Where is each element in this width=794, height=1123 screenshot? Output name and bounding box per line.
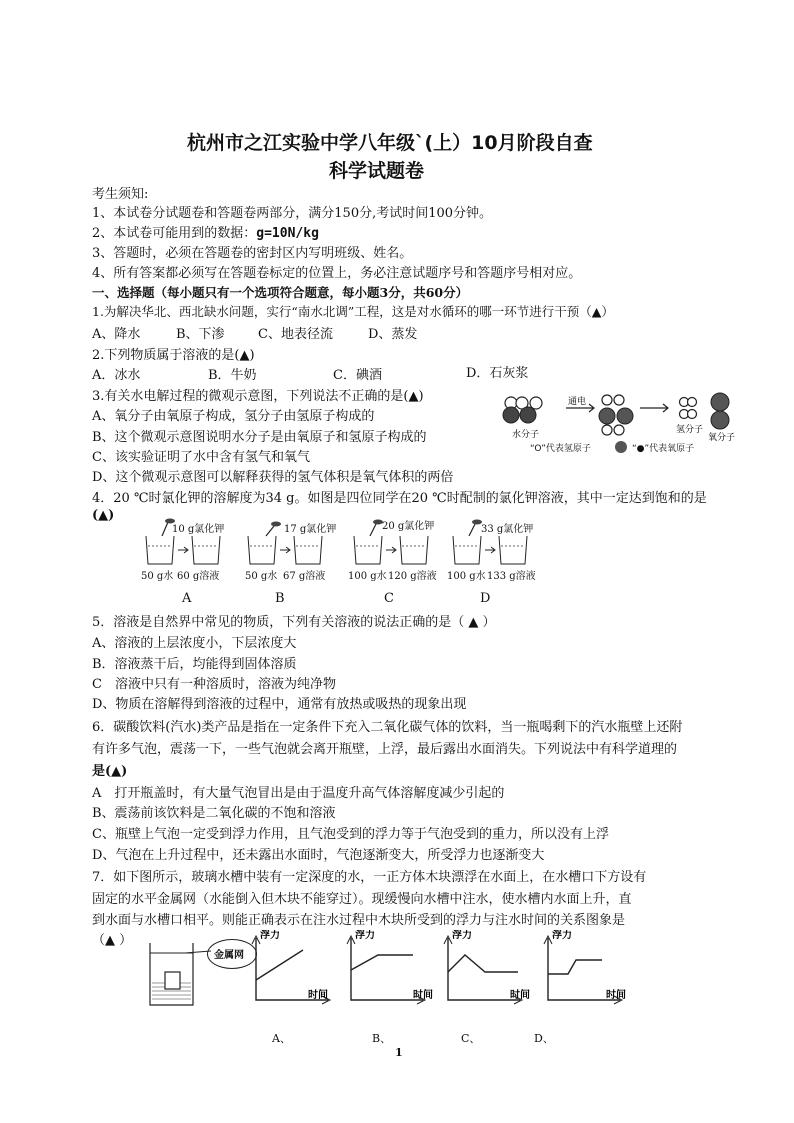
graph-c (444, 930, 530, 1004)
q5-option-a: A、溶液的上层浓度小，下层浓度大 (92, 636, 297, 651)
panel-c-solution: 120 g溶液 (388, 571, 437, 582)
panel-c-added: 20 g氯化钾 (382, 521, 435, 532)
q3-stem: 3.有关水电解过程的微观示意图，下列说法不正确的是(▲) (92, 389, 424, 404)
legend-hydrogen: “O”代表氢原子 (530, 444, 591, 454)
oxygen-molecule-icon (711, 393, 729, 429)
q2-option-a: A．冰水 (92, 368, 141, 383)
graph-a-letter: A、 (272, 1032, 291, 1045)
legend-oxygen: “●”代表氧原子 (632, 444, 695, 454)
q5-stem: 5．溶液是自然界中常见的物质，下列有关溶液的说法正确的是（ ▲ ） (92, 615, 496, 630)
water-molecule-icon (503, 397, 542, 423)
beaker-panel-d (447, 516, 647, 581)
q5-option-c: C 溶液中只有一种溶质时，溶液为纯净物 (92, 677, 336, 692)
graph-d-letter: D、 (534, 1032, 554, 1045)
svg-text:浮力: 浮力 (552, 930, 572, 941)
panel-a-added: 10 g氯化钾 (172, 524, 225, 535)
panel-b-letter: B (275, 591, 285, 606)
q1-option-a: A、降水 (92, 327, 141, 342)
svg-text:时间: 时间 (413, 990, 433, 1001)
panel-a-solution: 60 g溶液 (177, 571, 220, 582)
electrolysis-label: 通电 (568, 397, 587, 407)
q3-option-a: A、氧分子由氧原子构成，氢分子由氢原子构成的 (92, 409, 375, 424)
graph-c-letter: C、 (461, 1032, 481, 1045)
notice-heading: 考生须知: (92, 187, 149, 202)
page-number: 1 (395, 1046, 403, 1059)
arrow-icon (640, 404, 668, 412)
notice-item-2-text: 2、本试卷可能用到的数据： (92, 226, 257, 241)
notice-data-value: g=10N/kg (256, 226, 319, 241)
panel-c-water: 100 g水 (348, 571, 387, 582)
q5-option-d: D、物质在溶解得到溶液的过程中，通常有放热或吸热的现象出现 (92, 697, 467, 712)
water-label: 水分子 (512, 430, 540, 440)
graph-b-letter: B、 (372, 1032, 392, 1045)
q6-option-b: B、震荡前该饮料是二氧化碳的不饱和溶液 (92, 806, 336, 821)
hydrogen-molecules-icon (680, 398, 697, 419)
q5-option-b: B．溶液蒸干后，均能得到固体溶质 (92, 657, 297, 672)
q7-stem-line-1: 7．如下图所示，玻璃水槽中装有一定深度的水，一正方体木块漂浮在水面上，在水槽口下方设有 (92, 870, 647, 885)
mesh-label: 金属网 (214, 950, 244, 961)
panel-d-letter: D (480, 591, 491, 606)
q6-option-d: D、气泡在上升过程中，还未露出水面时，气泡逐渐变大，所受浮力也逐渐变大 (92, 848, 545, 863)
panel-a-water: 50 g水 (141, 571, 174, 582)
notice-item-1: 1、本试卷分试题卷和答题卷两部分，满分150分,考试时间100分钟。 (92, 206, 493, 221)
q7-stem-line-4: （▲ ） (92, 933, 133, 948)
panel-b-water: 50 g水 (245, 571, 278, 582)
buoyancy-graphs (248, 930, 668, 1010)
notice-item-2 (92, 222, 319, 241)
q4-stem-cont: (▲) (92, 508, 115, 523)
q1-option-c: C、地表径流 (258, 327, 333, 342)
panel-b-added: 17 g氯化钾 (284, 524, 337, 535)
q4-stem: 4．20 ℃时氯化钾的溶解度为34 g。如图是四位同学在20 ℃时配制的氯化钾溶液，其中一定达到饱和的是 (92, 491, 707, 506)
panel-d-water: 100 g水 (447, 571, 486, 582)
q1-option-d: D、蒸发 (368, 327, 418, 342)
svg-text:浮力: 浮力 (355, 930, 375, 941)
q6-stem-line-1: 6．碳酸饮料(汽水)类产品是指在一定条件下充入二氧化碳气体的饮料，当一瓶喝剩下的汽水瓶壁上还附 (92, 720, 683, 735)
oxygen-atom-legend-icon (613, 440, 629, 454)
hydrogen-label: 氢分子 (676, 425, 704, 435)
wood-block-icon (165, 972, 180, 989)
page-title: 杭州市之江实验中学八年级`(上）10月阶段自查 (187, 132, 593, 154)
q7-stem-line-3: 到水面与水槽口相平。则能正确表示在注水过程中木块所受到的浮力与注水时间的关系图象是 (92, 913, 626, 928)
notice-item-3: 3、答题时，必须在答题卷的密封区内写明班级、姓名。 (92, 246, 413, 261)
q6-option-c: C、瓶壁上气泡一定受到浮力作用，且气泡受到的浮力等于气泡受到的重力，所以没有上浮 (92, 827, 609, 842)
q7-stem-line-2: 固定的水平金属网（水能倒入但木块不能穿过）。现缓慢向水槽中注水，使水槽内水面上升，直 (92, 892, 632, 907)
separated-atoms-icon (599, 395, 633, 435)
q1-stem: 1.为解决华北、西北缺水问题，实行“南水北调”工程，这是对水循环的哪一环节进行干预（▲） (92, 304, 614, 319)
q2-option-d: D．石灰浆 (466, 366, 529, 381)
svg-text:时间: 时间 (308, 990, 328, 1001)
panel-d-solution: 133 g溶液 (487, 571, 536, 582)
q2-option-c: C．碘酒 (333, 368, 382, 383)
oxygen-label: 氧分子 (708, 433, 736, 443)
q3-option-b: B、这个微观示意图说明水分子是由氧原子和氢原子构成的 (92, 430, 427, 445)
svg-text:时间: 时间 (606, 990, 626, 1001)
q3-option-d: D、这个微观示意图可以解释获得的氢气体积是氧气体积的两倍 (92, 470, 454, 485)
q2-option-b: B．牛奶 (208, 368, 257, 383)
section-heading: 一、选择题（每小题只有一个选项符合题意，每小题3分，共60分） (92, 285, 469, 300)
svg-text:时间: 时间 (510, 990, 530, 1001)
panel-d-added: 33 g氯化钾 (481, 524, 534, 535)
panel-b-solution: 67 g溶液 (283, 571, 326, 582)
q1-option-b: B、下渗 (176, 327, 225, 342)
q2-stem: 2.下列物质属于溶液的是(▲) (92, 348, 255, 363)
q3-option-c: C、该实验证明了水中含有氢气和氧气 (92, 450, 310, 465)
q6-stem-line-2: 有许多气泡，震荡一下，一些气泡就会离开瓶壁，上浮，最后露出水面消失。下列说法中有科学道理的 (92, 742, 678, 757)
page-subtitle: 科学试题卷 (329, 160, 425, 182)
graph-b (347, 930, 433, 1004)
graph-a (252, 930, 330, 1004)
svg-text:浮力: 浮力 (260, 930, 280, 941)
svg-text:浮力: 浮力 (452, 930, 472, 941)
beaker-pair-icon (447, 516, 647, 566)
notice-item-4: 4、所有答案都必须写在答题卷标定的位置上，务必注意试题序号和答题序号相对应。 (92, 266, 582, 281)
q6-stem-line-3: 是(▲) (92, 764, 128, 779)
graph-d (544, 930, 626, 1004)
q6-option-a: A 打开瓶盖时，有大量气泡冒出是由于温度升高气体溶解度减少引起的 (92, 786, 505, 801)
panel-c-letter: C (384, 591, 394, 606)
panel-a-letter: A (182, 591, 192, 606)
